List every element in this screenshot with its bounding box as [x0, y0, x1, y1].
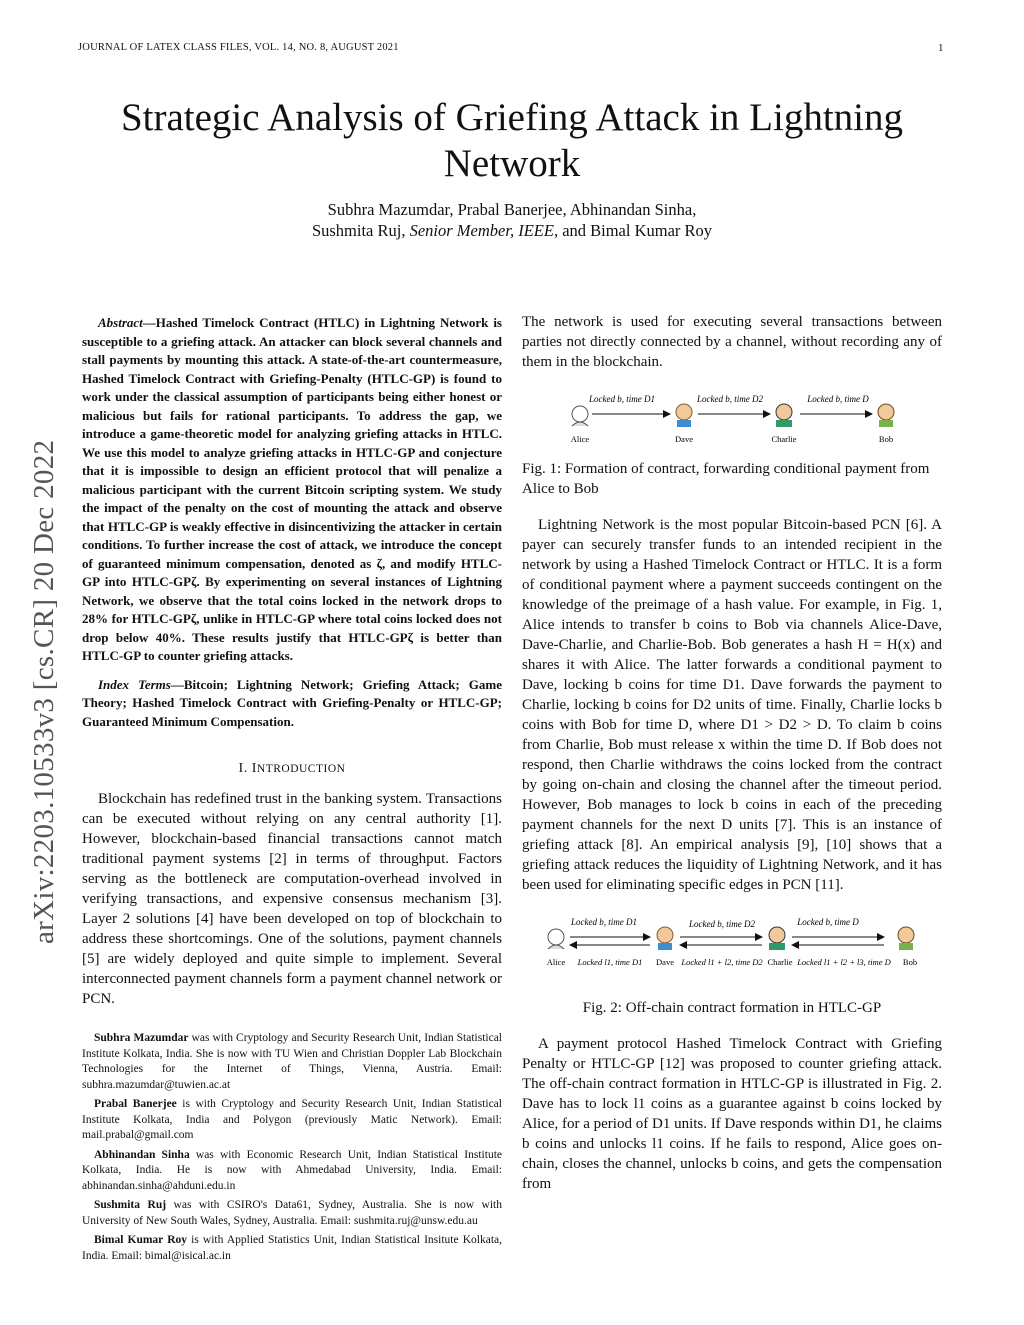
fig2-caption: Fig. 2: Off-chain contract formation in HTLC-GP	[582, 1000, 882, 1016]
fig1-edge-label: Locked b, time D1	[589, 394, 655, 404]
abstract-text: —Hashed Timelock Contract (HTLC) in Lightning Network is susceptible to a griefing attack. An attacker can block several channels and stall payments by mounting this attack. A state-of-the-art countermeasure, Hashed Timelock Contract with Griefing-Penalty (HTLC-GP) is found to work under the classical assumption of participants being either honest or malicious but fails for rational participants. To address the gap, we introduce a game-theoretic model for analyzing griefing attacks in HTLC. We use this model to analyze griefing attacks in HTLC-GP and conjecture that it is impossible to design an efficient protocol that will penalize a malicious participant with the current Bitcoin scripting system. We study the impact of the penalty on the cost of mounting the attack and observe that HTLC-GP is weakly effective in disincentivizing the attacker in certain conditions. To further increase the cost of attack, we introduce the concept of guaranteed minimum compensation, denoted as ζ, and modify HTLC-GP into HTLC-GPζ. By experimenting on several instances of Lightning Network, we observe that the total coins locked in the network drops to 28% for HTLC-GPζ, unlike in HTLC-GP where total coins locked does not drop below 40%. These results justify that HTLC-GPζ is better than HTLC-GP to counter griefing attacks.	[82, 315, 502, 663]
author-footnotes	[82, 1031, 502, 1264]
author-role: Senior Member, IEEE	[409, 221, 554, 240]
fig2-bottom-label: Locked l1, time D1	[577, 957, 643, 967]
page-number: 1	[938, 42, 944, 54]
fig1-node-label: Bob	[878, 434, 894, 444]
fig1-diagram	[522, 390, 942, 448]
figure-1	[522, 390, 942, 499]
alice-avatar	[548, 929, 564, 949]
paper-title: Strategic Analysis of Griefing Attack in Lightning Network	[120, 96, 904, 185]
gp-paragraph: A payment protocol Hashed Timelock Contract with Griefing Penalty or HTLC-GP [12] was proposed to counter griefing attack. The off-chain contract formation in HTLC-GP is illustrated in Fig. 2. Dave has to lock l1 coins as a guarantee against b coins locked by Alice, for a period of D1 units. If Dave responds within D1, he claims b coins and unlocks l1 coins. If he fails to respond, Alice goes on-chain, closes the channel, unlocks b coins, and gets the compensation from	[522, 1036, 942, 1192]
fig2-bottom-label: Locked l1 + l2, time D2	[681, 957, 763, 967]
alice-avatar	[572, 406, 588, 426]
bob-avatar	[878, 404, 894, 427]
fig1-node-label: Alice	[570, 434, 590, 444]
right-intro-paragraph: The network is used for executing several transactions between parties not directly connected by a channel, without recording any of them in the blockchain.	[522, 314, 942, 370]
intro-paragraph: Blockchain has redefined trust in the banking system. Transactions can be executed without relying on any central authority [1]. However, blockchain-based financial transactions cannot match traditional payment systems [2] in terms of throughput. Factors serving as the bottleneck are computation-overhead involved in verifying transactions, and expensive consensus mechanism [3]. Layer 2 solutions [4] have been developed on top of blockchain to address these shortcomings. One of the solutions, payment channels [5] are widely deployed and quite simple to implement. Several interconnected payment channels form a payment channel network or PCN.	[82, 791, 502, 1007]
dave-avatar	[657, 927, 673, 950]
abstract	[82, 314, 502, 666]
abstract-lead: Abstract	[98, 315, 143, 330]
fig2-node-label: Charlie	[767, 957, 793, 967]
bob-avatar	[898, 927, 914, 950]
fig1-node-label: Charlie	[771, 434, 797, 444]
fig2-node-label: Dave	[656, 957, 674, 967]
footnote: Abhinandan Sinha was with Economic Research Unit, Indian Statistical Institute Kolkata, India. He is now with Ahmedabad University, India. Email: abhinandan.sinha@ahduni.edu.in	[82, 1148, 502, 1192]
fig2-node-label: Alice	[546, 957, 566, 967]
dave-avatar	[676, 404, 692, 427]
left-column	[82, 314, 502, 1268]
fig1-edge-label: Locked b, time D	[807, 394, 869, 404]
fig2-node-label: Bob	[902, 957, 918, 967]
fig1-node-label: Dave	[675, 434, 693, 444]
section-heading-introduction: I. INTRODUCTION	[238, 761, 346, 776]
fig2-top-label: Locked b, time D	[797, 917, 859, 927]
author-roy: , and Bimal Kumar Roy	[553, 221, 713, 240]
authors-line-2	[60, 220, 964, 242]
index-terms-text: —Bitcoin; Lightning Network; Griefing Attack; Game Theory; Hashed Timelock Contract with Griefing-Penalty or HTLC-GP; Guaranteed Minimum Compensation.	[82, 676, 502, 729]
fig2-diagram	[522, 913, 942, 987]
fig2-top-label: Locked b, time D1	[571, 917, 637, 927]
index-terms	[82, 676, 502, 732]
fig2-bottom-label: Locked l1 + l2 + l3, time D	[797, 957, 891, 967]
footnote: Prabal Banerjee is with Cryptology and Security Research Unit, Indian Statistical Institute Kolkata, India and Polygon (previously Matic Network). Email: mail.prabal@gmail.com	[82, 1098, 502, 1141]
charlie-avatar	[769, 927, 785, 950]
fig2-top-label: Locked b, time D2	[689, 919, 755, 929]
authors-line-1: Subhra Mazumdar, Prabal Banerjee, Abhinandan Sinha,	[327, 200, 697, 219]
footnote: Sushmita Ruj was with CSIRO's Data61, Sydney, Australia. She is now with University of New South Wales, Sydney, Australia. Email: sushmita.ruj@unsw.edu.au	[82, 1199, 502, 1227]
fig1-edge-label: Locked b, time D2	[697, 394, 763, 404]
footnote: Subhra Mazumdar was with Cryptology and Security Research Unit, Indian Statistical Institute Kolkata, India. She is now with TU Wien and Christian Doppler Lab Blockchain Technologies for the Internet of Things, Vienna, Austria. Email: subhra.mazumdar@tuwien.ac.at	[82, 1032, 502, 1091]
index-terms-lead: Index Terms	[98, 676, 171, 692]
charlie-avatar	[776, 404, 792, 427]
right-column	[522, 312, 942, 1194]
running-head: JOURNAL OF LATEX CLASS FILES, VOL. 14, NO. 8, AUGUST 2021	[78, 42, 399, 53]
footnote: Bimal Kumar Roy is with Applied Statistics Unit, Indian Statistical Insitute Kolkata, India. Email: bimal@isical.ac.in	[82, 1234, 503, 1262]
figure-2	[522, 913, 942, 1018]
ln-paragraph: Lightning Network is the most popular Bitcoin-based PCN [6]. A payer can securely transfer funds to an intended recipient in the network by using a Hashed Timelock Contract or HTLC. It is a form of conditional payment where a payment succeeds contingent on the knowledge of the preimage of a hash value. For example, in Fig. 1, Alice intends to transfer b coins to Bob via channels Alice-Dave, Dave-Charlie, and Charlie-Bob. Bob generates a hash H = H(x) and shares it with Alice. The latter forwards a conditional payment to Dave, locking b coins for time D1. Dave forwards the payment to Charlie, locking b coins for D2 units of time. Finally, Charlie locks b coins with Bob for time D, where D1 > D2 > D. To claim b coins from Charlie, Bob must release x within the time D. If Bob does not respond, then Charlie withdraws the coins locked from the contract by going on-chain and closing the channel after the timeout period. However, Bob manages to lock b coins in each of the preceding payment channels for the next D units [7]. This is an instance of griefing attack [8]. An empirical analysis [9], [10] shows that a griefing attack reduces the liquidity of Lightning Network, and it has been used for eliminating specific edges in PCN [11].	[522, 517, 942, 893]
author-ruj: Sushmita Ruj,	[311, 221, 406, 240]
fig1-caption: Fig. 1: Formation of contract, forwarding conditional payment from Alice to Bob	[522, 461, 930, 497]
arxiv-stamp: arXiv:2203.10533v3 [cs.CR] 20 Dec 2022	[28, 439, 60, 944]
